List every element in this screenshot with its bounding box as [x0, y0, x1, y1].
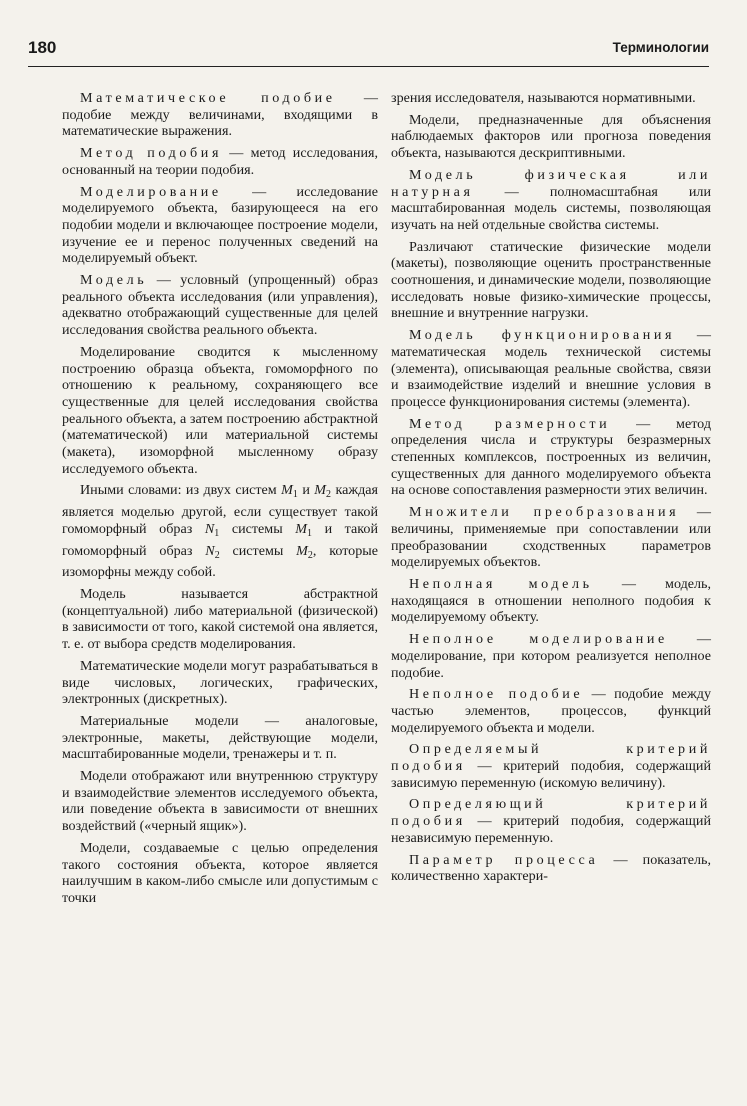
math-variable: $M_2$ — [296, 542, 313, 561]
term-heading: Метод размерности — [409, 415, 611, 432]
entry-text: Иными словами: из двух систем $M_1$ и $M_2$ каждая является моделью другой, если существует такой гомоморфный образ $N_1$ системы $M_1$ и такой гомоморфный образ $N_2$ системы $M_2$, которые изоморфны между собой. — [62, 482, 378, 581]
entry-text: Материальные модели — аналоговые, электронные, макеты, действующие модели, масштабированные модели, тренажеры и т. п. — [62, 712, 378, 763]
math-variable: $N_2$ — [205, 542, 220, 561]
term-entry — [391, 327, 711, 411]
header-rule — [28, 66, 709, 67]
term-heading: Определяющий критерий подобия — [391, 796, 711, 830]
entry-text: — моделирование, при котором реализуется неполное подобие. — [391, 631, 711, 681]
term-entry — [391, 631, 711, 681]
term-entry — [391, 796, 711, 846]
paragraph — [62, 658, 378, 708]
term-entry — [62, 184, 378, 268]
term-entry — [62, 145, 378, 178]
right-column — [391, 90, 711, 890]
paragraph — [62, 840, 378, 907]
entry-text: — показатель, количественно характери- — [391, 851, 711, 885]
math-variable: $M_2$ — [314, 482, 332, 501]
entry-text: — метод определения числа и структуры безразмерных степенных комплексов, построенных из величин, существенных для данного моделируемого объекта на основе сопоставления размерности этих величин. — [391, 415, 711, 499]
entry-text: зрения исследователя, называются нормативными. — [391, 90, 696, 106]
entry-text: — подобие между величинами, входящими в математические выражения. — [62, 90, 378, 140]
running-title: Терминологии — [612, 40, 709, 55]
term-entry — [391, 416, 711, 500]
entry-text: Модели отображают или внутреннюю структуру и взаимодействие элементов исследуемого объекта, или поведение объекта в зависимости от внешних воздействий («черный ящик»). — [62, 768, 378, 835]
entry-text: — величины, применяемые при сопоставлении или преобразовании сходственных параметров моделируемых объектов. — [391, 504, 711, 571]
page-header — [28, 38, 709, 62]
term-heading: Параметр процесса — [409, 851, 599, 868]
left-column — [62, 90, 378, 912]
entry-text: Модели, создаваемые с целью определения такого состояния объекта, которое является наилучшим в каком-либо смысле или допустимым с точки — [62, 839, 378, 906]
term-heading: Математическое подобие — [80, 90, 336, 106]
math-variable: $M_1$ — [295, 520, 312, 539]
paragraph — [391, 239, 711, 323]
term-heading: Неполное подобие — [409, 686, 584, 703]
term-heading: Модель функционирования — [409, 327, 676, 344]
term-heading: Неполное моделирование — [409, 631, 668, 648]
term-entry — [391, 686, 711, 736]
term-heading: Модель — [80, 272, 148, 289]
page-number: 180 — [28, 38, 57, 57]
paragraph — [62, 482, 378, 581]
entry-text: Моделирование сводится к мысленному построению образца объекта, гомоморфного по отношению к реальному, сохраняющего все существенные для целей исследования свойства реального объекта, а затем построению абстрактной (математической) или материальной системы (макета), изоморфной мысленному образу исследуемого объекта. — [62, 343, 378, 477]
term-heading: Определяемый критерий подобия — [391, 741, 711, 775]
term-entry — [391, 741, 711, 791]
math-variable: $M_1$ — [281, 482, 298, 501]
entry-text: — математическая модель технической системы (элемента), описывающая реальные свойства, связи и взаимодействие изделий и внешние условия в процессе функционирования системы (элемента). — [391, 327, 711, 410]
entry-text: — критерий подобия, содержащий зависимую переменную (искомую величину). — [391, 758, 711, 791]
entry-text: — критерий подобия, содержащий независимую переменную. — [391, 813, 711, 846]
paragraph — [62, 768, 378, 835]
entry-text: Математические модели могут разрабатываться в виде числовых, логических, графических, электронных (дискретных). — [62, 657, 378, 708]
entry-text: — метод исследования, основанный на теории подобия. — [62, 145, 378, 178]
entry-text: Модели, предназначенные для объяснения наблюдаемых факторов или прогноза поведения объекта, называются дескриптивными. — [391, 111, 711, 162]
term-entry — [391, 167, 711, 234]
entry-text: — условный (упрощенный) образ реального объекта исследования (или управления), адекватно отображающий существенные для целей исследования свойства реального объекта. — [62, 272, 378, 339]
paragraph — [62, 586, 378, 653]
term-heading: Множители преобразования — [409, 504, 680, 521]
math-variable: $N_1$ — [204, 520, 220, 539]
term-entry — [391, 576, 711, 626]
term-entry — [391, 504, 711, 571]
entry-text: Различают статические физические модели (макеты), позволяющие оценить пространственные соотношения, и динамические модели, позволяющие исследовать новые физико-химические процессы, внешние и внутренние нагрузки. — [391, 238, 711, 322]
paragraph — [62, 344, 378, 478]
entry-text: — подобие между частью элементов, процессов, функций моделируемого объекта и модели. — [391, 686, 711, 736]
term-heading: Модель физическая или натурная — [391, 166, 711, 200]
term-heading: Неполная модель — [409, 575, 593, 592]
entry-text: — модель, находящаяся в отношении неполного подобия к моделируемому объекту. — [391, 575, 711, 626]
term-heading: Моделирование — [80, 183, 222, 200]
term-entry — [391, 852, 711, 885]
entry-text: Модель называется абстрактной (концептуальной) либо материальной (физической) в зависимости от того, какой системой она является, т. е. от выбора средств моделирования. — [62, 585, 378, 653]
term-entry — [62, 90, 378, 140]
entry-text: — полномасштабная или масштабированная модель системы, позволяющая изучать на ней отдельные свойства системы. — [391, 183, 711, 233]
entry-text: — исследование моделируемого объекта, базирующееся на его подобии модели и включающее построение модели, изучение ее и перенос полученных сведений на моделируемый объект. — [62, 183, 378, 267]
paragraph — [391, 90, 711, 107]
paragraph — [62, 713, 378, 763]
term-entry — [62, 272, 378, 339]
term-heading: Метод подобия — [80, 145, 223, 162]
paragraph — [391, 112, 711, 162]
